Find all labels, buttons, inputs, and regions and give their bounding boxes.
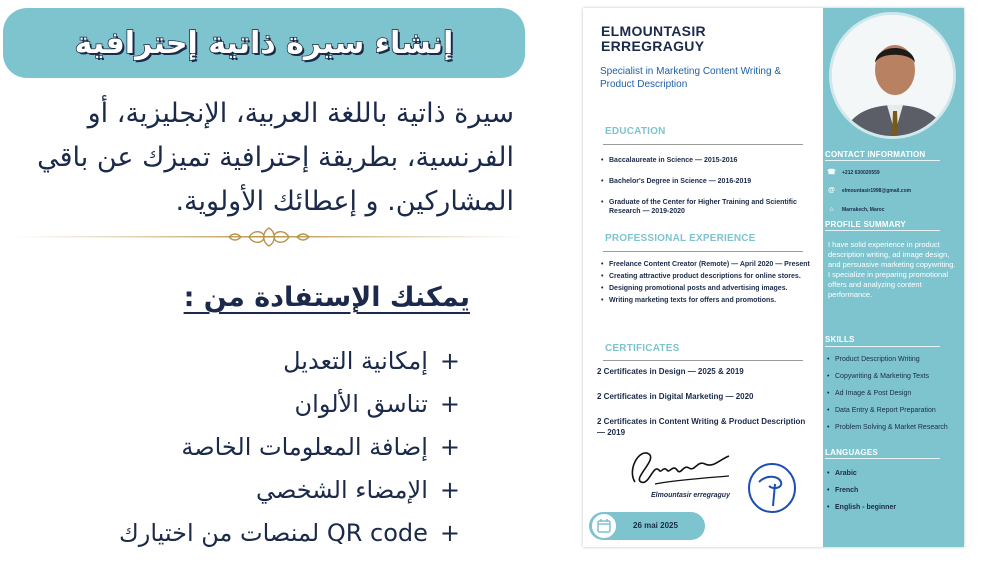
email-icon: @ (828, 187, 835, 194)
section-divider (825, 160, 940, 161)
benefits-heading: يمكنك الإستفادة من : (183, 282, 470, 313)
certificates-heading: CERTIFICATES (605, 343, 680, 354)
contact-phone: ☎ +212 630020559 (827, 169, 880, 176)
skill-item: • Problem Solving & Market Research (827, 419, 948, 436)
signature-image (625, 440, 735, 490)
section-divider (825, 346, 940, 347)
date-badge (589, 512, 705, 540)
certificate-item: 2 Certificates in Design — 2025 & 2019 (597, 367, 744, 376)
benefits-list (119, 340, 460, 555)
section-divider (603, 144, 803, 145)
phone-icon: ☎ (827, 169, 836, 176)
language-item: • French (827, 482, 896, 499)
ornament-divider-icon (14, 226, 524, 248)
section-divider (603, 251, 803, 252)
experience-list (601, 260, 811, 308)
certificate-item: 2 Certificates in Digital Marketing — 2020 (597, 392, 754, 401)
education-list (601, 156, 811, 228)
experience-item: • Writing marketing texts for offers and promotions. (601, 296, 811, 306)
resume-date: 26 mai 2025 (633, 521, 678, 530)
benefit-item: +إضافة المعلومات الخاصة (181, 433, 460, 461)
promo-title-banner (3, 8, 525, 78)
contact-location: ⌂ Marrakech, Maroc (827, 205, 885, 214)
section-divider (825, 458, 940, 459)
languages-list (827, 465, 896, 516)
benefit-item: +تناسق الألوان (294, 390, 460, 418)
contact-email: @ elmountasir1998@gmail.com (828, 187, 912, 194)
education-heading: EDUCATION (605, 126, 666, 137)
skill-item: • Product Description Writing (827, 351, 948, 368)
profile-heading: PROFILE SUMMARY (825, 220, 906, 229)
skills-list (827, 351, 948, 436)
resume-job-title: Specialist in Marketing Content Writing & Product Description (600, 66, 782, 90)
education-item: • Graduate of the Center for Higher Training and Scientific Research — 2019-2020 (601, 198, 811, 216)
skills-heading: SKILLS (825, 335, 855, 344)
resume-main-column (583, 8, 823, 547)
experience-item: • Designing promotional posts and advertising images. (601, 284, 811, 294)
promo-description: سيرة ذاتية باللغة العربية، الإنجليزية، أو الفرنسية، بطريقة إحترافية تميزك عن باقي المشاركين. و إعطائك الأولوية. (37, 98, 514, 217)
experience-heading: PROFESSIONAL EXPERIENCE (605, 233, 756, 244)
benefit-item: +الإمضاء الشخصي (255, 476, 460, 504)
section-divider (603, 360, 803, 361)
education-item: • Baccalaureate in Science — 2015-2016 (601, 156, 811, 165)
education-item: • Bachelor's Degree in Science — 2016-2019 (601, 177, 811, 186)
experience-item: • Creating attractive product descriptions for online stores. (601, 272, 811, 282)
contact-heading: CONTACT INFORMATION (825, 150, 926, 159)
language-item: • English - beginner (827, 499, 896, 516)
skill-item: • Ad Image & Post Design (827, 385, 948, 402)
languages-heading: LANGUAGES (825, 448, 878, 457)
signature-name: Elmountasir erregraguy (651, 492, 730, 499)
experience-item: • Freelance Content Creator (Remote) — April 2020 — Present (601, 260, 811, 270)
promo-title: إنشاء سيرة ذاتية إحترافية (74, 25, 454, 61)
benefit-item: +QR code لمنصات من اختيارك (118, 519, 460, 547)
resume-sidebar (823, 8, 964, 547)
resume-preview (583, 8, 964, 547)
skill-item: • Copywriting & Marketing Texts (827, 368, 948, 385)
language-item: • Arabic (827, 465, 896, 482)
calendar-icon (592, 514, 616, 538)
certificate-item: 2 Certificates in Content Writing & Product Description — 2019 (597, 417, 806, 437)
location-icon: ⌂ (829, 206, 834, 213)
qr-code-icon (745, 460, 799, 516)
profile-summary: I have solid experience in product description writing, ad image design, and persuasive marketing copywriting. I specialize in preparing promotional offers and analyzing content performance. (828, 240, 956, 299)
section-divider (825, 230, 940, 231)
profile-photo (829, 12, 956, 139)
resume-name: ELMOUNTASIR ERREGRAGUY (601, 23, 706, 54)
benefit-item: +إمكانية التعديل (283, 347, 460, 375)
skill-item: • Data Entry & Report Preparation (827, 402, 948, 419)
